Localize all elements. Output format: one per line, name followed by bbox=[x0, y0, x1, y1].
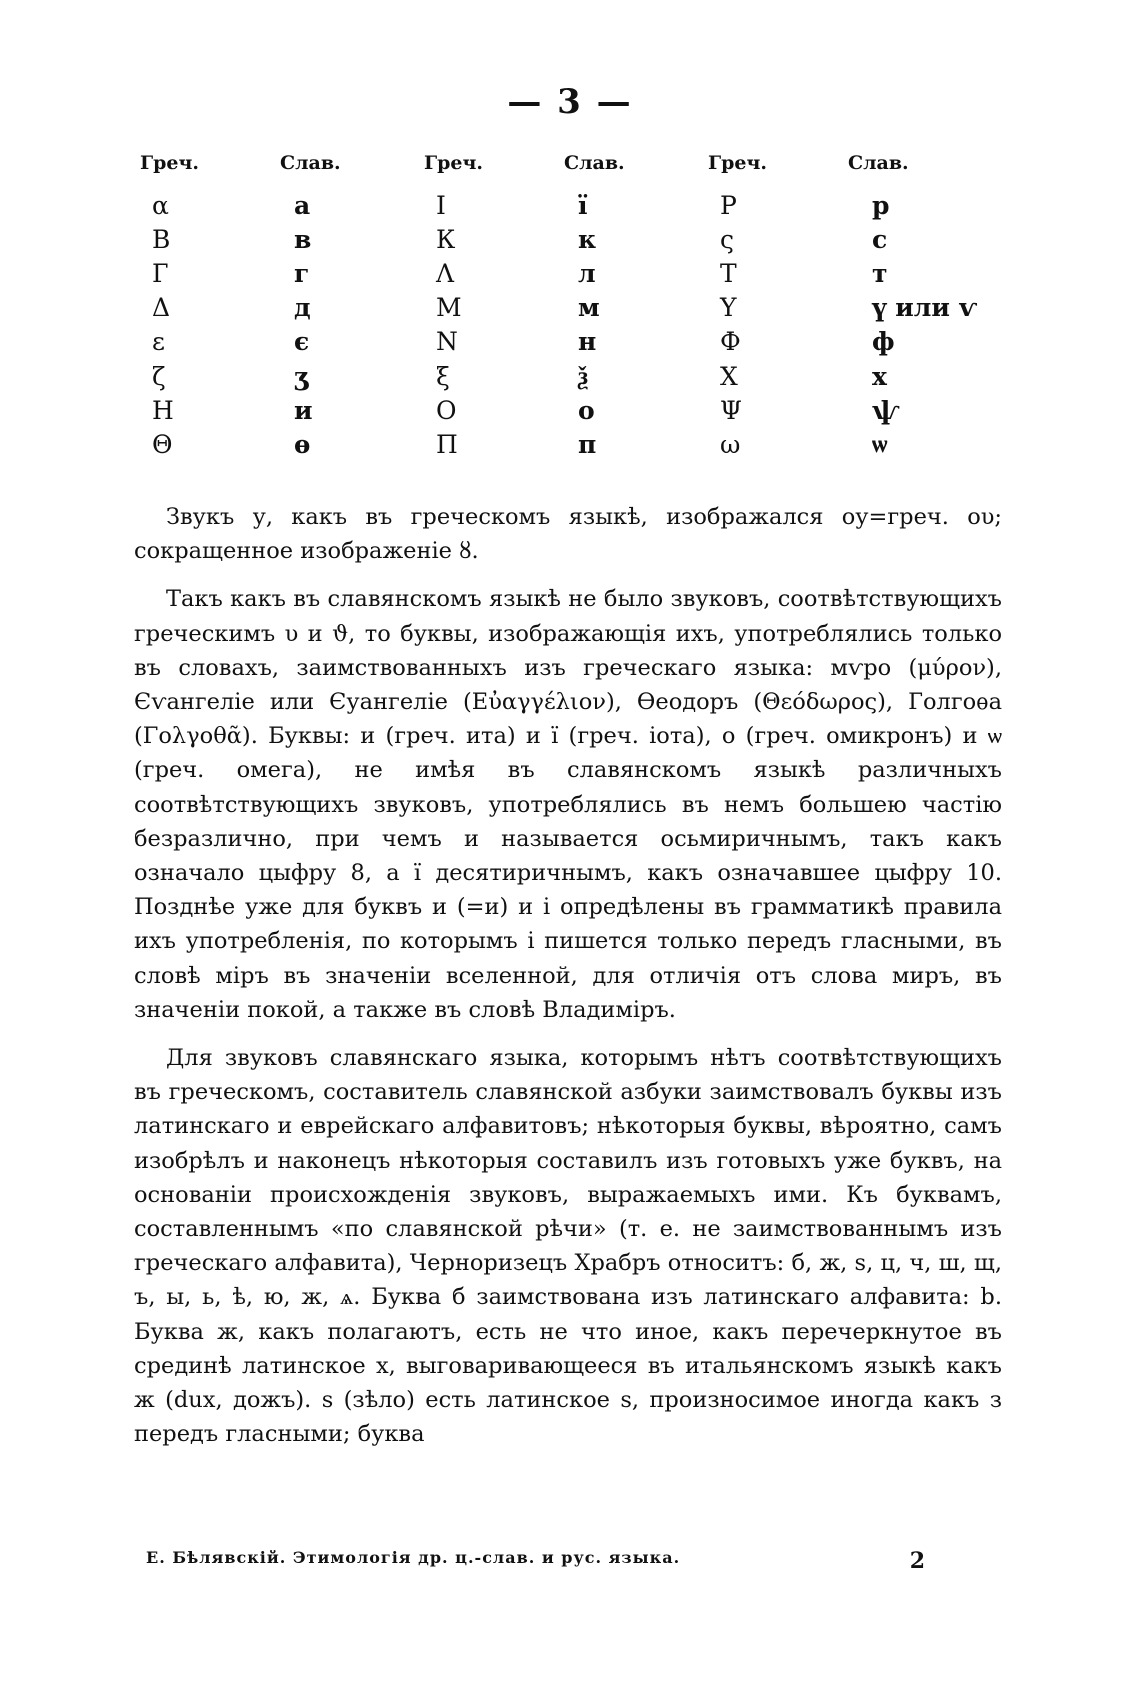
alphabet-row bbox=[140, 188, 1020, 222]
letter-greek-2: Λ bbox=[436, 258, 455, 288]
letter-greek-2: N bbox=[436, 327, 458, 357]
letter-greek-1: Г bbox=[152, 258, 169, 288]
letter-greek-1: Δ bbox=[152, 293, 171, 323]
alphabet-table-header bbox=[140, 152, 1020, 188]
letter-slavic-3: ѱ bbox=[872, 395, 900, 425]
letter-slavic-2: к bbox=[578, 224, 597, 254]
letter-slavic-3: х bbox=[872, 361, 887, 391]
letter-greek-1: ζ bbox=[152, 361, 166, 391]
letter-greek-1: Н bbox=[152, 395, 174, 425]
letter-slavic-3: р bbox=[872, 190, 890, 220]
letter-slavic-3: ү или ѵ bbox=[872, 293, 978, 323]
paragraph-slavic-letters: Для звуковъ славянскаго языка, которымъ нѣтъ соотвѣтствующихъ въ греческомъ, составитель славянской азбуки заимствовалъ буквы изъ латинскаго и еврейскаго алфавитовъ; нѣкоторыя буквы, вѣроятно, самъ изобрѣлъ и наконецъ нѣкоторыя составилъ изъ готовыхъ уже буквъ, на основаніи происхожденія звуковъ, выражаемыхъ ими. Къ буквамъ, составленнымъ «по славянской рѣчи» (т. е. не заимствованнымъ изъ греческаго алфавита), Черноризецъ Храбръ относитъ: б, ж, ѕ, ц, ч, ш, щ, ъ, ы, ь, ѣ, ю, ж, ѧ. Буква б заимствована изъ латинскаго алфавита: b. Буква ж, какъ полагаютъ, есть не что иное, какъ перечеркнутое въ срединѣ латинское x, выговаривающееся въ итальянскомъ языкѣ какъ ж (dux, дожъ). ѕ (зѣло) есть латинское s, произносимое иногда какъ з передъ гласными; буква bbox=[134, 1045, 1002, 1448]
body-text bbox=[134, 500, 1002, 1451]
letter-greek-3: Υ bbox=[720, 293, 737, 323]
page-number: — 3 — bbox=[507, 82, 633, 122]
letter-greek-1: ε bbox=[152, 327, 165, 357]
alphabet-row bbox=[140, 359, 1020, 393]
alphabet-table-body bbox=[140, 188, 1020, 462]
letter-greek-3: Ф bbox=[720, 327, 741, 357]
header-slavic-3: Слав. bbox=[848, 152, 909, 174]
header-greek-2: Греч. bbox=[424, 152, 484, 174]
letter-slavic-2: п bbox=[578, 429, 597, 459]
letter-greek-2: О bbox=[436, 395, 457, 425]
alphabet-row bbox=[140, 256, 1020, 290]
letter-greek-3: Т bbox=[720, 258, 737, 288]
letter-greek-3: Ψ bbox=[720, 395, 742, 425]
signature-mark: 2 bbox=[909, 1548, 926, 1574]
letter-slavic-1: г bbox=[294, 258, 310, 288]
alphabet-row bbox=[140, 222, 1020, 256]
letter-slavic-1: а bbox=[294, 190, 311, 220]
letter-greek-1: В bbox=[152, 224, 171, 254]
letter-slavic-1: є bbox=[294, 327, 310, 357]
letter-slavic-2: о bbox=[578, 395, 595, 425]
letter-greek-3: Х bbox=[720, 361, 738, 391]
letter-slavic-3: ѡ bbox=[872, 429, 888, 459]
letter-slavic-2: ѯ bbox=[578, 361, 589, 391]
letter-greek-2: К bbox=[436, 224, 456, 254]
header-slavic-2: Слав. bbox=[564, 152, 625, 174]
letter-slavic-1: ʒ bbox=[294, 361, 309, 391]
letter-slavic-2: н bbox=[578, 327, 597, 357]
header-greek-3: Греч. bbox=[708, 152, 768, 174]
alphabet-row bbox=[140, 427, 1020, 461]
letter-greek-2: П bbox=[436, 429, 458, 459]
running-title: Е. Бѣлявскій. Этимологія др. ц.-слав. и рус. языка. bbox=[146, 1548, 681, 1567]
letter-slavic-2: ї bbox=[578, 190, 588, 220]
letter-greek-1: Θ bbox=[152, 429, 173, 459]
alphabet-row bbox=[140, 291, 1020, 325]
letter-greek-2: ξ bbox=[436, 361, 450, 391]
letter-greek-3: ς bbox=[720, 224, 735, 254]
paragraph-sound-u: Звукъ у, какъ въ греческомъ языкѣ, изображался оу=греч. ου; сокращенное изображеніе ȣ. bbox=[134, 504, 1002, 565]
letter-slavic-3: с bbox=[872, 224, 888, 254]
letter-slavic-1: в bbox=[294, 224, 312, 254]
paragraph-greek-letters: Такъ какъ въ славянскомъ языкѣ не было звуковъ, соотвѣтствующихъ греческимъ υ и ϑ, то буквы, изображающія ихъ, употреблялись только въ словахъ, заимствованныхъ изъ греческаго языка: мѵро (μύρον), Єѵангеліе или Єуангеліе (Εὐαγγέλιον), Ѳеодоръ (Θεόδωρος), Голгоѳа (Γολγοθᾶ). Буквы: и (греч. ита) и ї (греч. іота), о (греч. омикронъ) и ѡ (греч. омега), не имѣя въ славянскомъ языкѣ различныхъ соотвѣтствующихъ звуковъ, употреблялись въ немъ большею частію безразлично, при чемъ и называется осьмиричнымъ, такъ какъ означало цыфру 8, а ї десятиричнымъ, какъ означавшее цыфру 10. Позднѣе уже для буквъ и (=и) и і опредѣлены въ грамматикѣ правила ихъ употребленія, по которымъ і пишется только передъ гласными, въ словѣ міръ въ значеніи вселенной, для отличія отъ слова миръ, въ значеніи покой, а также въ словѣ Владиміръ. bbox=[134, 586, 1002, 1023]
letter-slavic-3: т bbox=[872, 258, 888, 288]
page-footer bbox=[146, 1548, 926, 1574]
letter-slavic-2: л bbox=[578, 258, 596, 288]
letter-greek-1: α bbox=[152, 190, 169, 220]
letter-slavic-2: м bbox=[578, 293, 600, 323]
letter-slavic-1: и bbox=[294, 395, 313, 425]
letter-slavic-1: д bbox=[294, 293, 311, 323]
alphabet-row bbox=[140, 393, 1020, 427]
header-slavic-1: Слав. bbox=[280, 152, 341, 174]
header-greek-1: Греч. bbox=[140, 152, 200, 174]
alphabet-row bbox=[140, 325, 1020, 359]
letter-greek-2: I bbox=[436, 190, 446, 220]
letter-greek-3: ω bbox=[720, 429, 741, 459]
letter-greek-3: Р bbox=[720, 190, 737, 220]
letter-slavic-3: ф bbox=[872, 327, 895, 357]
letter-slavic-1: ѳ bbox=[294, 429, 311, 459]
letter-greek-2: М bbox=[436, 293, 462, 323]
alphabet-table bbox=[140, 152, 1020, 462]
